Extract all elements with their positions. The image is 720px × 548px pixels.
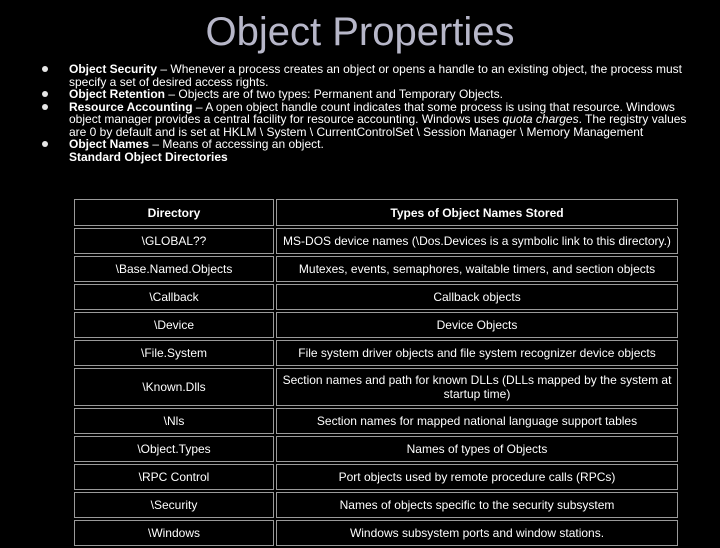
bullet-term: Standard Object Directories bbox=[69, 149, 228, 164]
bullet-dot-icon bbox=[42, 141, 48, 147]
bullet-item bbox=[42, 101, 702, 139]
slide-title: Object Properties bbox=[205, 10, 515, 54]
types-cell: Windows subsystem ports and window stations. bbox=[276, 520, 678, 546]
types-cell: Callback objects bbox=[276, 284, 678, 310]
types-cell: Mutexes, events, semaphores, waitable timers, and section objects bbox=[276, 256, 678, 282]
bullet-text: – Whenever a process creates an object or opens a handle to an existing object, the process must specify a set of desired access rights. bbox=[69, 62, 682, 89]
bullet-text: . The registry values are 0 by default and is set at HKLM \ System \ CurrentControlSet \ Session Manager \ Memory Management bbox=[69, 112, 687, 139]
bullet-term: Object Retention bbox=[69, 87, 166, 101]
directory-cell: \RPC Control bbox=[74, 464, 274, 490]
table-row bbox=[74, 228, 678, 254]
table-row bbox=[74, 312, 678, 338]
types-cell: Names of types of Objects bbox=[276, 436, 678, 462]
bullet-text: – A open object handle count indicates that some process is using that resource. Windows object manager provides a central facility for resource accounting. Windows uses bbox=[69, 99, 675, 126]
table-row bbox=[74, 492, 678, 518]
types-cell: Names of objects specific to the security subsystem bbox=[276, 492, 678, 518]
types-cell: Device Objects bbox=[276, 312, 678, 338]
types-cell: MS-DOS device names (\Dos.Devices is a symbolic link to this directory.) bbox=[276, 228, 678, 254]
column-header-directory: Directory bbox=[74, 199, 274, 226]
directory-cell: \Known.Dlls bbox=[74, 368, 274, 406]
types-cell: Section names for mapped national language support tables bbox=[276, 408, 678, 434]
types-cell: Section names and path for known DLLs (DLLs mapped by the system at startup time) bbox=[276, 368, 678, 406]
bullet-text: – Objects are of two types: Permanent and Temporary Objects. bbox=[165, 87, 503, 101]
object-directories-table bbox=[72, 197, 680, 548]
table-row bbox=[74, 408, 678, 434]
bullet-term: Object Names bbox=[69, 137, 150, 151]
types-cell: Port objects used by remote procedure calls (RPCs) bbox=[276, 464, 678, 490]
table-header-row bbox=[74, 199, 678, 226]
directory-cell: \File.System bbox=[74, 340, 274, 366]
bullet-emphasis: quota charges bbox=[502, 112, 579, 126]
table-row bbox=[74, 464, 678, 490]
table-body bbox=[74, 228, 678, 546]
directory-cell: \Security bbox=[74, 492, 274, 518]
table-row bbox=[74, 436, 678, 462]
table-row bbox=[74, 284, 678, 310]
bullet-dot-icon bbox=[42, 66, 48, 72]
types-cell: File system driver objects and file system recognizer device objects bbox=[276, 340, 678, 366]
table-row bbox=[74, 368, 678, 406]
directory-cell: \GLOBAL?? bbox=[74, 228, 274, 254]
directory-cell: \Base.Named.Objects bbox=[74, 256, 274, 282]
table-row bbox=[74, 256, 678, 282]
table-row bbox=[74, 340, 678, 366]
directory-cell: \Windows bbox=[74, 520, 274, 546]
bullet-dot-icon bbox=[42, 104, 48, 110]
bullet-item bbox=[42, 151, 702, 164]
bullet-text: – Means of accessing an object. bbox=[149, 137, 324, 151]
bullet-term: Resource Accounting bbox=[69, 99, 193, 114]
directory-cell: \Callback bbox=[74, 284, 274, 310]
directory-cell: \Device bbox=[74, 312, 274, 338]
bullet-item bbox=[42, 63, 702, 88]
table-row bbox=[74, 520, 678, 546]
directory-cell: \Object.Types bbox=[74, 436, 274, 462]
directory-cell: \Nls bbox=[74, 408, 274, 434]
bullet-term: Object Security bbox=[69, 62, 158, 76]
bullet-list bbox=[42, 63, 702, 163]
column-header-types: Types of Object Names Stored bbox=[276, 199, 678, 226]
bullet-dot-icon bbox=[42, 91, 48, 97]
